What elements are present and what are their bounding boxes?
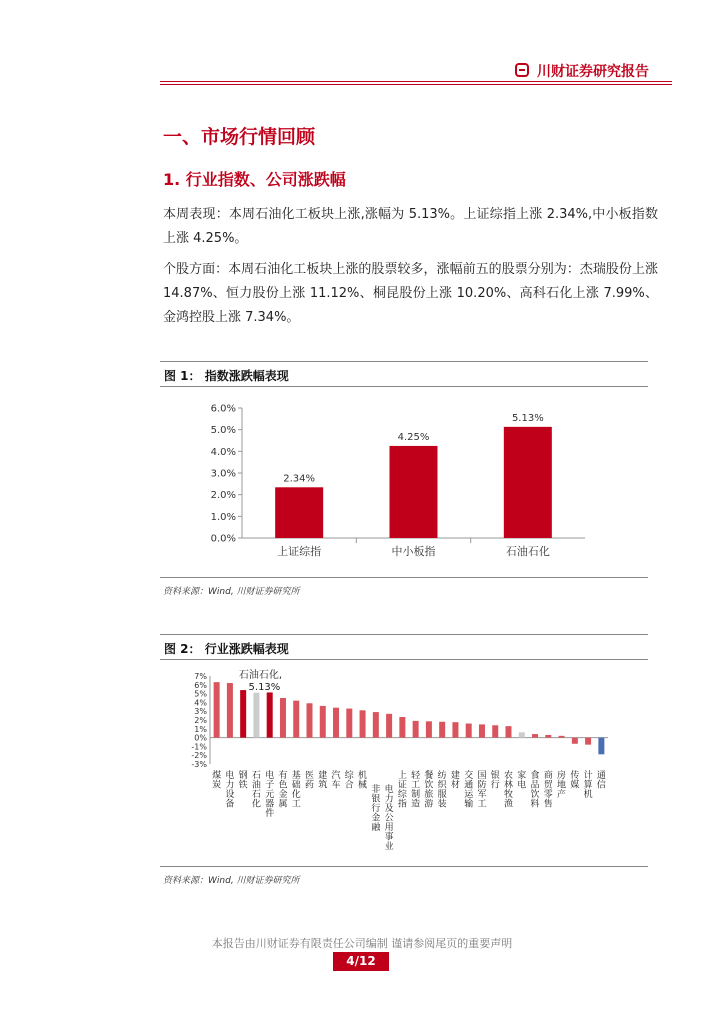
x-tick-label: 汽车 [331,771,341,791]
y-tick-label: -3% [191,760,207,769]
x-tick-label: 建筑 [318,771,328,791]
bar-9 [320,706,326,738]
y-tick-label: 2% [194,716,207,725]
x-tick-label: 上证综指 [277,545,322,558]
x-tick-label: 医药 [304,771,315,791]
x-tick-label: 钢铁 [238,771,248,791]
x-tick-label: 非银行金融 [371,785,381,833]
x-tick-label: 通信 [596,771,606,791]
figure2-caption: 图 2： 行业涨跌幅表现 [164,642,289,656]
figure1-top-rule [160,361,648,362]
brand-logo-icon [515,63,529,77]
bar-17 [426,721,432,737]
x-tick-label: 轻工制造 [411,771,421,810]
x-tick-label: 综合 [344,771,354,791]
bar-20 [466,724,472,738]
figure2-top-rule [160,634,648,635]
bar-19 [452,722,458,737]
y-tick-label: 0.0% [210,533,236,545]
bar-1 [275,487,323,538]
header-rule-secondary [160,84,672,85]
figure1-caption: 图 1： 指数涨跌幅表现 [164,369,289,383]
bar-30 [598,738,604,755]
bar-5 [267,692,273,737]
x-tick-label: 国防军工 [477,771,487,810]
bar-28 [572,738,578,744]
bar-13 [373,712,379,738]
x-tick-label: 机械 [358,771,368,791]
y-tick-label: -1% [191,742,207,752]
x-tick-label: 计算机 [583,771,593,800]
bar-3 [504,427,552,538]
bar-14 [386,714,392,738]
section-subtitle: 1. 行业指数、公司涨跌幅 [163,170,346,189]
bar-15 [399,717,405,738]
bar-18 [439,722,445,738]
bar-29 [585,738,591,745]
bar-25 [532,734,538,738]
industry-change-chart [160,664,648,864]
bar-21 [479,724,485,737]
x-tick-label: 煤炭 [212,771,222,791]
x-tick-label: 食品饮料 [530,771,540,810]
bar-7 [293,701,299,738]
section-title: 一、市场行情回顾 [163,126,316,148]
x-tick-label: 房地产 [557,771,567,800]
bar-10 [333,708,339,738]
x-tick-label: 传媒 [570,771,580,791]
x-tick-label: 上证综指 [397,771,407,810]
bar-24 [519,732,525,737]
figure1-caption-rule [160,386,648,387]
bar-26 [545,735,551,738]
brand-name: 川财证券研究报告 [537,64,649,80]
x-tick-label: 商贸零售 [543,771,553,810]
figure1-bottom-rule [160,577,648,578]
y-tick-label: 2.0% [210,490,236,502]
y-tick-label: 0% [194,733,207,743]
index-change-chart [160,395,640,575]
bar-1 [214,682,220,737]
bar-2 [390,446,438,538]
x-tick-label: 餐饮旅游 [424,771,434,810]
annotation-label: 石油石化, 5.13% [238,670,283,693]
y-tick-label: 4% [194,698,207,708]
x-tick-label: 基础化工 [291,771,301,810]
bar-8 [307,703,313,737]
stocks-paragraph: 个股方面：本周石油化工板块上涨的股票较多，涨幅前五的股票分别为：杰瑞股份上涨 14.87%、恒力股份上涨 11.12%、桐昆股份上涨 10.20%、高科石化上涨 7.99%、金鸿控股上涨 7.34%。 [163,262,658,325]
y-tick-label: 6% [194,680,207,690]
x-tick-label: 石油石化 [505,545,550,558]
data-label: 4.25% [397,431,430,443]
weekly-paragraph: 本周表现：本周石油化工板块上涨,涨幅为 5.13%。上证综指上涨 2.34%,中小板指数上涨 4.25%。 [163,207,658,246]
x-tick-label: 电子元器件 [265,771,275,819]
bar-12 [360,710,366,737]
y-tick-label: 4.0% [210,446,236,458]
x-tick-label: 银行 [490,771,500,791]
bar-4 [253,693,259,738]
y-tick-label: 6.0% [210,403,236,415]
y-tick-label: 1.0% [210,511,236,523]
bar-16 [413,721,419,738]
figure2-bottom-rule [160,866,648,867]
bar-11 [346,709,352,738]
x-tick-label: 交通运输 [464,771,474,810]
y-tick-label: 5% [194,689,207,699]
data-label: 5.13% [511,412,544,424]
bar-6 [280,698,286,738]
header-rule [160,81,672,82]
figure2-source: 资料来源：Wind, 川财证券研究所 [163,876,300,886]
bar-3 [240,690,246,738]
y-tick-label: -2% [191,751,207,761]
x-tick-label: 有色金属 [278,771,288,810]
x-tick-label: 电力及公用事业 [384,785,394,852]
data-label: 2.34% [283,473,316,485]
bar-2 [227,683,233,738]
x-tick-label: 中小板指 [391,545,436,558]
x-tick-label: 农林牧渔 [503,771,514,810]
bar-22 [492,725,498,737]
page-number: 4/12 [333,952,389,971]
footer-disclaimer: 本报告由川财证券有限责任公司编制 谨请参阅尾页的重要声明 [211,937,513,950]
x-tick-label: 建材 [450,771,460,791]
x-tick-label: 家电 [517,771,527,791]
x-tick-label: 纺织服装 [437,771,447,810]
y-tick-label: 3% [194,707,207,717]
y-tick-label: 5.0% [210,425,236,437]
y-tick-label: 7% [194,672,207,681]
x-tick-label: 电力设备 [225,771,235,810]
figure2-caption-rule [160,659,648,660]
y-tick-label: 1% [194,724,207,734]
bar-23 [506,726,512,737]
x-tick-label: 石油石化 [251,771,261,810]
y-tick-label: 3.0% [210,468,236,480]
bar-27 [559,736,565,738]
figure1-source: 资料来源：Wind, 川财证券研究所 [163,587,300,597]
